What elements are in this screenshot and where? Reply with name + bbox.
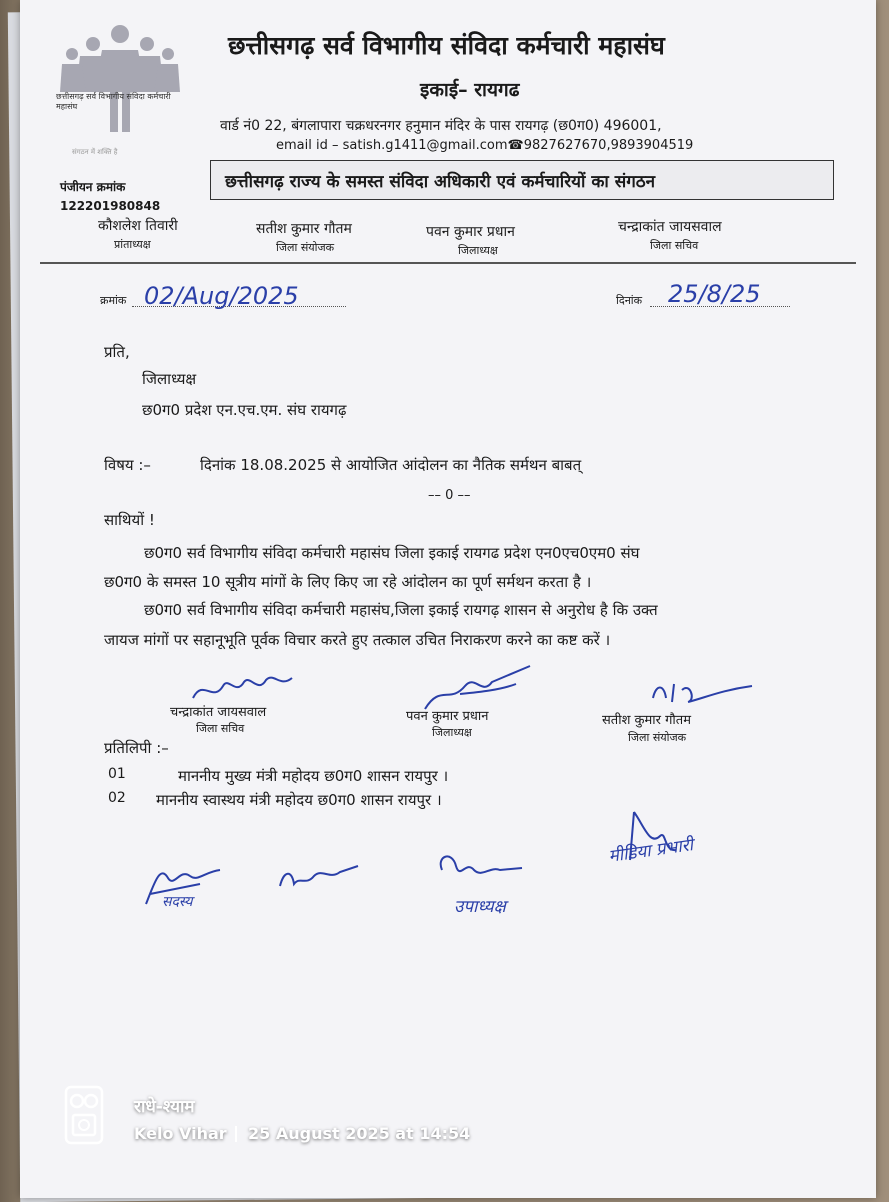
logo-motto: संगठन में शक्ति है xyxy=(72,148,118,156)
signatory-role: जिला संयोजक xyxy=(628,731,687,744)
official-role: जिला सचिव xyxy=(650,239,699,252)
watermark-title: राधे-श्याम xyxy=(134,1097,195,1117)
contact-line: email id – satish.g1411@gmail.com☎9827627670,9893904519 xyxy=(276,138,694,153)
media-incharge-label: मीडिया प्रभारी xyxy=(607,835,695,867)
salutation: साथियों ! xyxy=(104,511,155,529)
camera-icon xyxy=(64,1085,104,1145)
watermark-datetime: 25 August 2025 at 14:54 xyxy=(248,1124,471,1143)
official-role: जिला संयोजक xyxy=(276,241,335,254)
header-divider xyxy=(40,262,856,264)
unit-name: इकाई– रायगढ xyxy=(420,79,520,101)
photo-watermark xyxy=(0,1080,560,1150)
official-name: पवन कुमार प्रधान xyxy=(426,224,515,240)
member-role: सदस्य xyxy=(162,894,193,910)
watermark-location: Kelo Vihar xyxy=(134,1124,227,1143)
addressee-line-2: छ0ग0 प्रदेश एन.एच.एम. संघ रायगढ़ xyxy=(142,401,347,419)
copy-item-text: माननीय मुख्य मंत्री महोदय छ0ग0 शासन रायपुर । xyxy=(178,767,449,785)
official-role: प्रांताध्यक्ष xyxy=(114,238,151,251)
paragraph-1-line-1: छ0ग0 सर्व विभागीय संविदा कर्मचारी महासंघ जिला इकाई रायगढ प्रदेश एन0एच0एम0 संघ xyxy=(144,544,640,562)
letter-sheet xyxy=(20,0,876,1198)
paragraph-1-line-2: छ0ग0 के समस्त 10 सूत्रीय मांगों के लिए किए जा रहे आंदोलन का पूर्ण सर्मथन करता है । xyxy=(104,573,592,591)
signatory-role: जिलाध्यक्ष xyxy=(432,726,472,739)
official-name: सतीश कुमार गौतम xyxy=(256,221,352,237)
addressee-intro: प्रति, xyxy=(104,343,130,361)
logo-text: छत्तीसगढ़ सर्व विभागीय संविदा कर्मचारी महासंघ xyxy=(56,92,171,111)
date-label: दिनांक xyxy=(616,294,643,307)
organization-banner xyxy=(210,160,834,200)
official-name: कौशलेश तिवारी xyxy=(98,218,178,234)
copy-item-number: 02 xyxy=(108,790,126,806)
official-name: चन्द्राकांत जायसवाल xyxy=(618,219,722,235)
signatory-name: चन्द्राकांत जायसवाल xyxy=(170,705,267,720)
registration-number: 122201980848 xyxy=(60,199,161,213)
organization-name: छत्तीसगढ़ सर्व विभागीय संविदा कर्मचारी महासंघ xyxy=(228,31,665,60)
subject-text: दिनांक 18.08.2025 से आयोजित आंदोलन का नैतिक सर्मथन बाबत् xyxy=(200,456,582,474)
copy-item-text: माननीय स्वास्थय मंत्री महोदय छ0ग0 शासन रायपुर । xyxy=(156,791,442,809)
signature-scribble-icon xyxy=(274,856,364,896)
paragraph-2-line-2: जायज मांगों पर सहानूभूति पूर्वक विचार करते हुए तत्काल उचित निराकरण करने का कष्ट करें । xyxy=(104,631,611,649)
signatory-name: पवन कुमार प्रधान xyxy=(406,709,489,724)
reference-label: क्रमांक xyxy=(100,294,127,307)
organization-logo xyxy=(50,22,190,172)
copy-label: प्रतिलिपी :– xyxy=(104,739,169,757)
vice-president-label: उपाध्यक्ष xyxy=(454,897,506,917)
banner-text: छत्तीसगढ़ राज्य के समस्त संविदा अधिकारी एवं कर्मचारियों का संगठन xyxy=(225,172,656,192)
official-role: जिलाध्यक्ष xyxy=(458,244,498,257)
signature-scribble-icon xyxy=(648,676,758,712)
signature-scribble-icon xyxy=(432,840,532,890)
subject-separator: –– 0 –– xyxy=(428,488,471,503)
copy-item-number: 01 xyxy=(108,766,126,782)
signatory-role: जिला सचिव xyxy=(196,722,245,735)
subject-label: विषय :– xyxy=(104,456,151,474)
reference-number: 02/Aug/2025 xyxy=(144,282,299,310)
addressee-line-1: जिलाध्यक्ष xyxy=(142,370,197,388)
paragraph-2-line-1: छ0ग0 सर्व विभागीय संविदा कर्मचारी महासंघ,जिला इकाई रायगढ़ शासन से अनुरोध है कि उक्त xyxy=(144,601,658,619)
watermark-divider xyxy=(235,1126,237,1142)
date-value: 25/8/25 xyxy=(668,280,761,308)
signatory-name: सतीश कुमार गौतम xyxy=(602,713,691,728)
address-line: वार्ड नं0 22, बंगलापारा चक्रधरनगर हनुमान मंदिर के पास रायगढ़ (छ0ग0) 496001, xyxy=(220,118,662,134)
registration-label: पंजीयन क्रमांक xyxy=(60,180,126,194)
